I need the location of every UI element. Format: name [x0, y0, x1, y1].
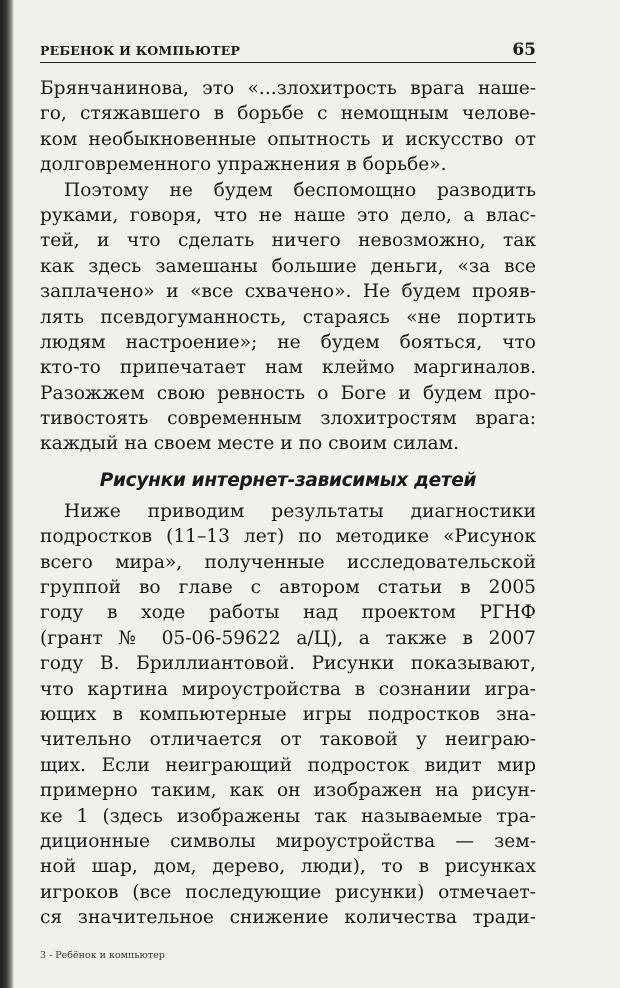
text-line: тивостоять современным злохитростям врага: — [40, 408, 536, 430]
text-line: людям настроение»; не будем бояться, что — [40, 331, 536, 353]
text-line: тей, и что сделать ничего невозможно, так — [40, 230, 536, 252]
running-header — [40, 36, 536, 63]
text-line: группой во главе с автором статьи в 2005 — [40, 577, 536, 599]
text-line: игроков (все последующие рисунки) отмечает- — [40, 881, 536, 903]
text-line: го, стяжавшего в борьбе с немощным челове- — [40, 103, 536, 125]
page-number: 65 — [512, 40, 536, 60]
text-line: заплачено» и «все схвачено». Не будем прояв- — [40, 281, 536, 303]
section-heading: Рисунки интернет-зависимых детей — [99, 469, 477, 491]
text-line: что картина мироустройства в сознании игра- — [40, 678, 536, 700]
text-line: ке 1 (здесь изображены так называемые тра- — [40, 805, 536, 827]
text-line: чительно отличается от таковой у неиграю- — [40, 729, 536, 751]
text-line: долговременного упражнения в борьбе». — [40, 154, 447, 176]
text-line: Ниже приводим результаты диагностики — [64, 500, 536, 522]
text-line: Поэтому не будем беспомощно разводить — [64, 179, 536, 201]
text-line: году В. Бриллиантовой. Рисунки показывают, — [40, 653, 536, 675]
text-line: Разожжем свою ревность о Боге и будем про- — [40, 382, 536, 404]
text-line: диционные символы мироустройства — зем- — [40, 830, 536, 852]
text-line: (грант № 05-06-59622 а/Ц), а также в 2007 — [40, 627, 536, 649]
text-line: кто-то припечатает нам клеймо маргиналов. — [40, 357, 536, 379]
text-line: ся значительное снижение количества тради- — [40, 907, 536, 929]
text-line: ком необыкновенные опытность и искусство от — [40, 128, 536, 150]
text-line: ющих в компьютерные игры подростков зна- — [40, 703, 536, 725]
body-text — [40, 76, 536, 931]
text-line: руками, говоря, что не наше это дело, а влас- — [40, 204, 536, 226]
text-line: примерно таким, как он изображен на рисун- — [40, 780, 536, 802]
paragraph-3 — [40, 499, 536, 931]
text-line: как здесь замешаны большие деньги, «за все — [40, 255, 536, 277]
text-line: Брянчанинова, это «...злохитрость врага наше- — [40, 78, 536, 99]
text-line: году в ходе работы над проектом РГНФ — [40, 602, 536, 624]
text-line: щих. Если неиграющий подросток видит мир — [40, 754, 536, 776]
paragraph-1 — [40, 76, 536, 178]
running-title: РЕБЕНОК И КОМПЬЮТЕР — [40, 43, 241, 58]
text-line: ной шар, дом, дерево, люди), то в рисунках — [40, 856, 536, 878]
text-line: каждый на своем месте и по своим силам. — [40, 433, 460, 455]
text-line: подростков (11–13 лет) по методике «Рисунок — [40, 526, 536, 548]
text-line: лять псевдогуманность, стараясь «не портить — [40, 306, 536, 328]
paragraph-2 — [40, 178, 536, 457]
signature-mark: 3 - Ребёнок и компьютер — [40, 950, 165, 961]
text-line: всего мира», полученные исследовательской — [40, 551, 536, 573]
